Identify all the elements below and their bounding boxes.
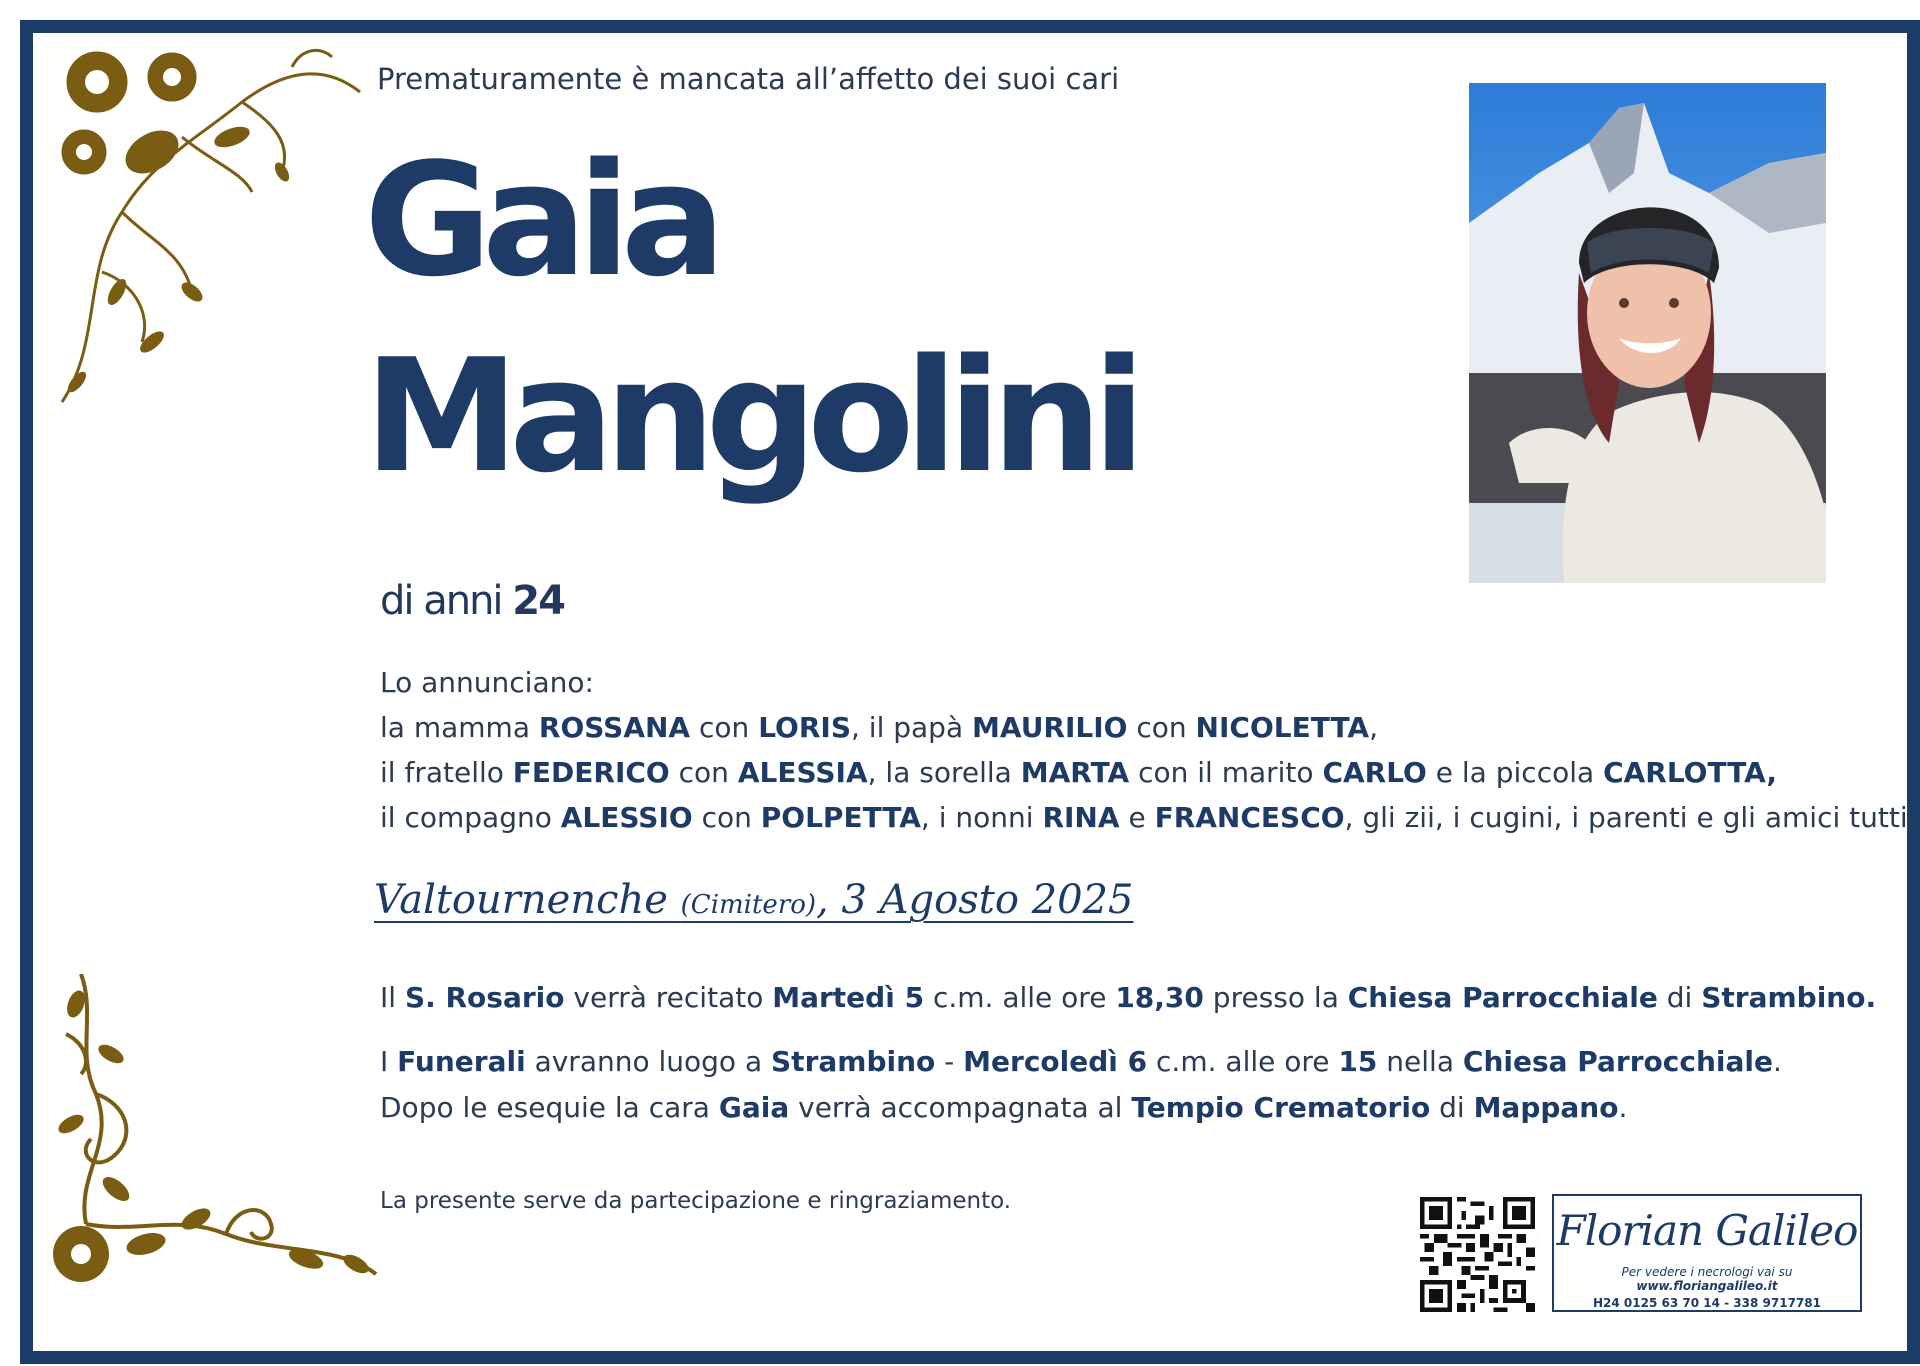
text: di (1657, 981, 1702, 1014)
qr-code[interactable] (1420, 1197, 1535, 1312)
agency-website-line (1554, 1265, 1860, 1293)
text: e la piccola (1426, 756, 1604, 789)
highlight: Chiesa Parrocchiale (1462, 1045, 1773, 1078)
place-and-date (374, 877, 1133, 923)
text: , i nonni (920, 801, 1043, 834)
relative-name: CARLOTTA, (1603, 756, 1777, 789)
text: con (669, 756, 738, 789)
text: il compagno (380, 801, 561, 834)
text: . (1618, 1091, 1628, 1124)
relative-name: ALESSIO (560, 801, 693, 834)
agency-name: Florian Galileo (1556, 1206, 1858, 1255)
agency-phones: H24 0125 63 70 14 - 338 9717781 (1593, 1296, 1821, 1310)
text: nella (1377, 1045, 1463, 1078)
age-line (380, 578, 564, 624)
first-name: Gaia (364, 129, 717, 311)
rosary-line (380, 975, 1876, 1021)
highlight: 18,30 (1115, 981, 1204, 1014)
announcement-line-1 (380, 705, 1917, 750)
highlight: S. Rosario (404, 981, 565, 1014)
agency-website[interactable]: www.floriangalileo.it (1636, 1279, 1778, 1293)
highlight: 15 (1338, 1045, 1378, 1078)
text: , la sorella (867, 756, 1021, 789)
place-town: Valtournenche (374, 877, 668, 923)
intro-text: Prematuramente è mancata all’affetto dei suoi cari (377, 62, 1120, 96)
highlight: Chiesa Parrocchiale (1347, 981, 1658, 1014)
age-prefix: di anni (380, 578, 502, 624)
text: e (1119, 801, 1155, 834)
text: con (1127, 711, 1196, 744)
text: , (1369, 711, 1378, 744)
announcement-line-3 (380, 795, 1917, 840)
portrait-photo (1469, 83, 1826, 583)
text: con (690, 711, 759, 744)
floral-corner-ornament-bottom-left (36, 974, 386, 1294)
highlight: Funerali (397, 1045, 526, 1078)
relative-name: RINA (1042, 801, 1120, 834)
thanks-text: La presente serve da partecipazione e ringraziamento. (380, 1188, 1012, 1214)
text: con il marito (1129, 756, 1323, 789)
highlight: Strambino. (1701, 981, 1877, 1014)
text: la mamma (380, 711, 539, 744)
highlight: Gaia (718, 1091, 790, 1124)
highlight: Strambino (771, 1045, 936, 1078)
text: , gli zii, i cugini, i parenti e gli amici tutti. (1344, 801, 1917, 834)
relative-name: FEDERICO (512, 756, 670, 789)
relative-name: ROSSANA (538, 711, 691, 744)
highlight: Martedì 5 (772, 981, 925, 1014)
text: di (1430, 1091, 1474, 1124)
text: c.m. alle ore (1147, 1045, 1339, 1078)
text: Per vedere i necrologi vai su (1621, 1265, 1793, 1279)
relative-name: ALESSIA (737, 756, 868, 789)
relative-name: POLPETTA (760, 801, 921, 834)
relative-name: MARTA (1020, 756, 1130, 789)
funeral-line-2 (380, 1085, 1782, 1131)
relative-name: FRANCESCO (1154, 801, 1345, 834)
text: I (380, 1045, 398, 1078)
relative-name: MAURILIO (972, 711, 1128, 744)
highlight: Mercoledì 6 (963, 1045, 1148, 1078)
text: . (1773, 1045, 1782, 1078)
announcement-block (380, 660, 1917, 840)
text: verrà recitato (564, 981, 773, 1014)
age-value: 24 (512, 578, 564, 624)
announcement-line-2 (380, 750, 1917, 795)
text: verrà accompagnata al (789, 1091, 1132, 1124)
funeral-block (380, 1039, 1782, 1131)
floral-corner-ornament-top-left (42, 42, 372, 412)
text: avranno luogo a (525, 1045, 772, 1078)
last-name: Mangolini (364, 325, 1136, 507)
text: , il papà (850, 711, 973, 744)
text: presso la (1203, 981, 1348, 1014)
text: con (692, 801, 761, 834)
funeral-line-1 (380, 1039, 1782, 1085)
announcement-intro: Lo annunciano: (380, 666, 594, 699)
agency-logo[interactable] (1552, 1194, 1862, 1312)
highlight: Mappano (1473, 1091, 1619, 1124)
highlight: Tempio Crematorio (1131, 1091, 1431, 1124)
text: c.m. alle ore (924, 981, 1116, 1014)
relative-name: NICOLETTA (1195, 711, 1370, 744)
text: - (935, 1045, 964, 1078)
text: Dopo le esequie la cara (380, 1091, 719, 1124)
place-date: , 3 Agosto 2025 (816, 877, 1134, 923)
text: Il (380, 981, 405, 1014)
text: il fratello (380, 756, 513, 789)
relative-name: CARLO (1322, 756, 1427, 789)
relative-name: LORIS (758, 711, 851, 744)
place-note: (Cimitero) (680, 890, 817, 920)
